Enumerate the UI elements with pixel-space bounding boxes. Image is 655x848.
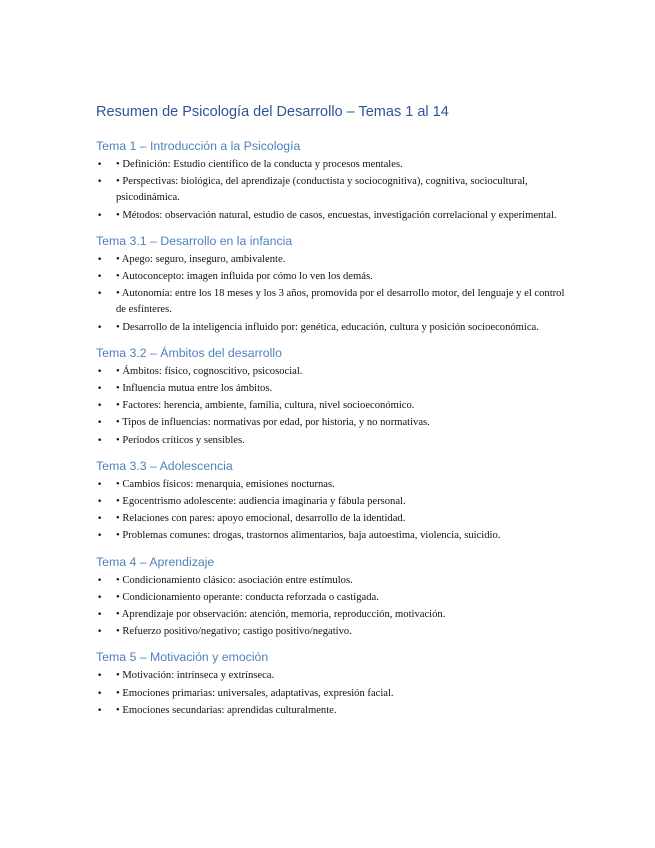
list-item (96, 607, 566, 623)
bullet-icon: • (97, 401, 103, 412)
list-item-text: • Emociones secundarias: aprendidas culturalmente. (116, 704, 337, 716)
bullet-list (96, 477, 566, 545)
bullet-icon: • (97, 688, 103, 699)
section (96, 345, 566, 449)
list-item-text: • Autoconcepto: imagen influida por cómo lo ven los demás. (116, 271, 373, 283)
bullet-icon: • (97, 289, 103, 300)
list-item-text: • Egocentrismo adolescente: audiencia imaginaria y fábula personal. (116, 496, 406, 508)
sections-container (96, 138, 566, 719)
list-item-text: • Perspectivas: biológica, del aprendizaje (conductista y sociocognitiva), cognitiva, sociocultural, psicodinámica. (116, 176, 528, 204)
document-title: Resumen de Psicología del Desarrollo – Temas 1 al 14 (96, 104, 449, 120)
bullet-icon: • (97, 705, 103, 716)
list-item (96, 208, 566, 224)
list-item (96, 668, 566, 684)
bullet-list (96, 668, 566, 719)
section (96, 649, 566, 719)
list-item-text: • Autonomía: entre los 18 meses y los 3 años, promovida por el desarrollo motor, del lenguaje y el control de esfínteres. (116, 288, 565, 316)
list-item-text: • Cambios físicos: menarquia, emisiones nocturnas. (116, 478, 335, 490)
bullet-icon: • (97, 575, 103, 586)
document-content (96, 103, 566, 728)
list-item-text: • Periodos críticos y sensibles. (116, 434, 245, 446)
section-heading: Tema 3.2 – Ámbitos del desarrollo (96, 345, 282, 360)
list-item-text: • Influencia mutua entre los ámbitos. (116, 383, 273, 395)
list-item (96, 477, 566, 493)
list-item-text: • Motivación: intrínseca y extrínseca. (116, 670, 275, 682)
list-item (96, 398, 566, 414)
bullet-icon: • (97, 592, 103, 603)
list-item (96, 174, 566, 206)
section-heading: Tema 4 – Aprendizaje (96, 554, 215, 569)
bullet-icon: • (97, 435, 103, 446)
list-item-text: • Aprendizaje por observación: atención, memoria, reproducción, motivación. (116, 609, 446, 621)
list-item-text: • Ámbitos: físico, cognoscitivo, psicosocial. (116, 365, 303, 377)
list-item-text: • Refuerzo positivo/negativo; castigo positivo/negativo. (116, 626, 352, 638)
bullet-icon: • (97, 177, 103, 188)
bullet-icon: • (97, 366, 103, 377)
bullet-icon: • (97, 531, 103, 542)
bullet-icon: • (97, 627, 103, 638)
list-item (96, 252, 566, 268)
list-item (96, 415, 566, 431)
list-item-text: • Problemas comunes: drogas, trastornos alimentarios, baja autoestima, violencia, suicidio. (116, 530, 501, 542)
bullet-icon: • (97, 479, 103, 490)
list-item (96, 269, 566, 285)
list-item (96, 320, 566, 336)
bullet-icon: • (97, 418, 103, 429)
bullet-icon: • (97, 254, 103, 265)
bullet-icon: • (97, 610, 103, 621)
list-item (96, 433, 566, 449)
bullet-list (96, 252, 566, 336)
list-item-text: • Emociones primarias: universales, adaptativas, expresión facial. (116, 687, 394, 699)
list-item (96, 573, 566, 589)
list-item (96, 686, 566, 702)
section-heading: Tema 3.1 – Desarrollo en la infancia (96, 233, 293, 248)
list-item (96, 286, 566, 318)
bullet-icon: • (97, 384, 103, 395)
list-item (96, 381, 566, 397)
section-heading: Tema 1 – Introducción a la Psicología (96, 139, 301, 153)
bullet-list (96, 364, 566, 449)
list-item-text: • Relaciones con pares: apoyo emocional, desarrollo de la identidad. (116, 513, 406, 525)
bullet-icon: • (97, 671, 103, 682)
list-item (96, 511, 566, 527)
list-item (96, 528, 566, 544)
bullet-icon: • (97, 322, 103, 333)
list-item-text: • Desarrollo de la inteligencia influido por: genética, educación, cultura y posición socioeconómica. (116, 321, 539, 333)
list-item (96, 703, 566, 719)
list-item (96, 494, 566, 510)
section-heading: Tema 5 – Motivación y emoción (96, 650, 269, 665)
bullet-icon: • (97, 160, 103, 170)
list-item (96, 590, 566, 606)
bullet-list (96, 157, 566, 224)
list-item-text: • Condicionamiento clásico: asociación entre estímulos. (116, 574, 353, 586)
section-heading: Tema 3.3 – Adolescencia (96, 458, 233, 473)
list-item-text: • Métodos: observación natural, estudio de casos, encuestas, investigación correlacional y experimental. (116, 209, 557, 221)
bullet-list (96, 573, 566, 641)
list-item (96, 157, 566, 173)
list-item-text: • Factores: herencia, ambiente, familia, cultura, nivel socioeconómico. (116, 400, 415, 412)
bullet-icon: • (97, 497, 103, 508)
bullet-icon: • (97, 272, 103, 283)
list-item (96, 624, 566, 640)
bullet-icon: • (97, 514, 103, 525)
bullet-icon: • (97, 210, 103, 221)
list-item-text: • Apego: seguro, inseguro, ambivalente. (116, 253, 286, 265)
list-item-text: • Definición: Estudio científico de la conducta y procesos mentales. (116, 159, 403, 170)
list-item-text: • Condicionamiento operante: conducta reforzada o castigada. (116, 591, 379, 603)
list-item (96, 364, 566, 380)
section (96, 138, 566, 224)
section (96, 554, 566, 641)
list-item-text: • Tipos de influencias: normativas por edad, por historia, y no normativas. (116, 417, 430, 429)
section (96, 233, 566, 336)
section (96, 458, 566, 545)
